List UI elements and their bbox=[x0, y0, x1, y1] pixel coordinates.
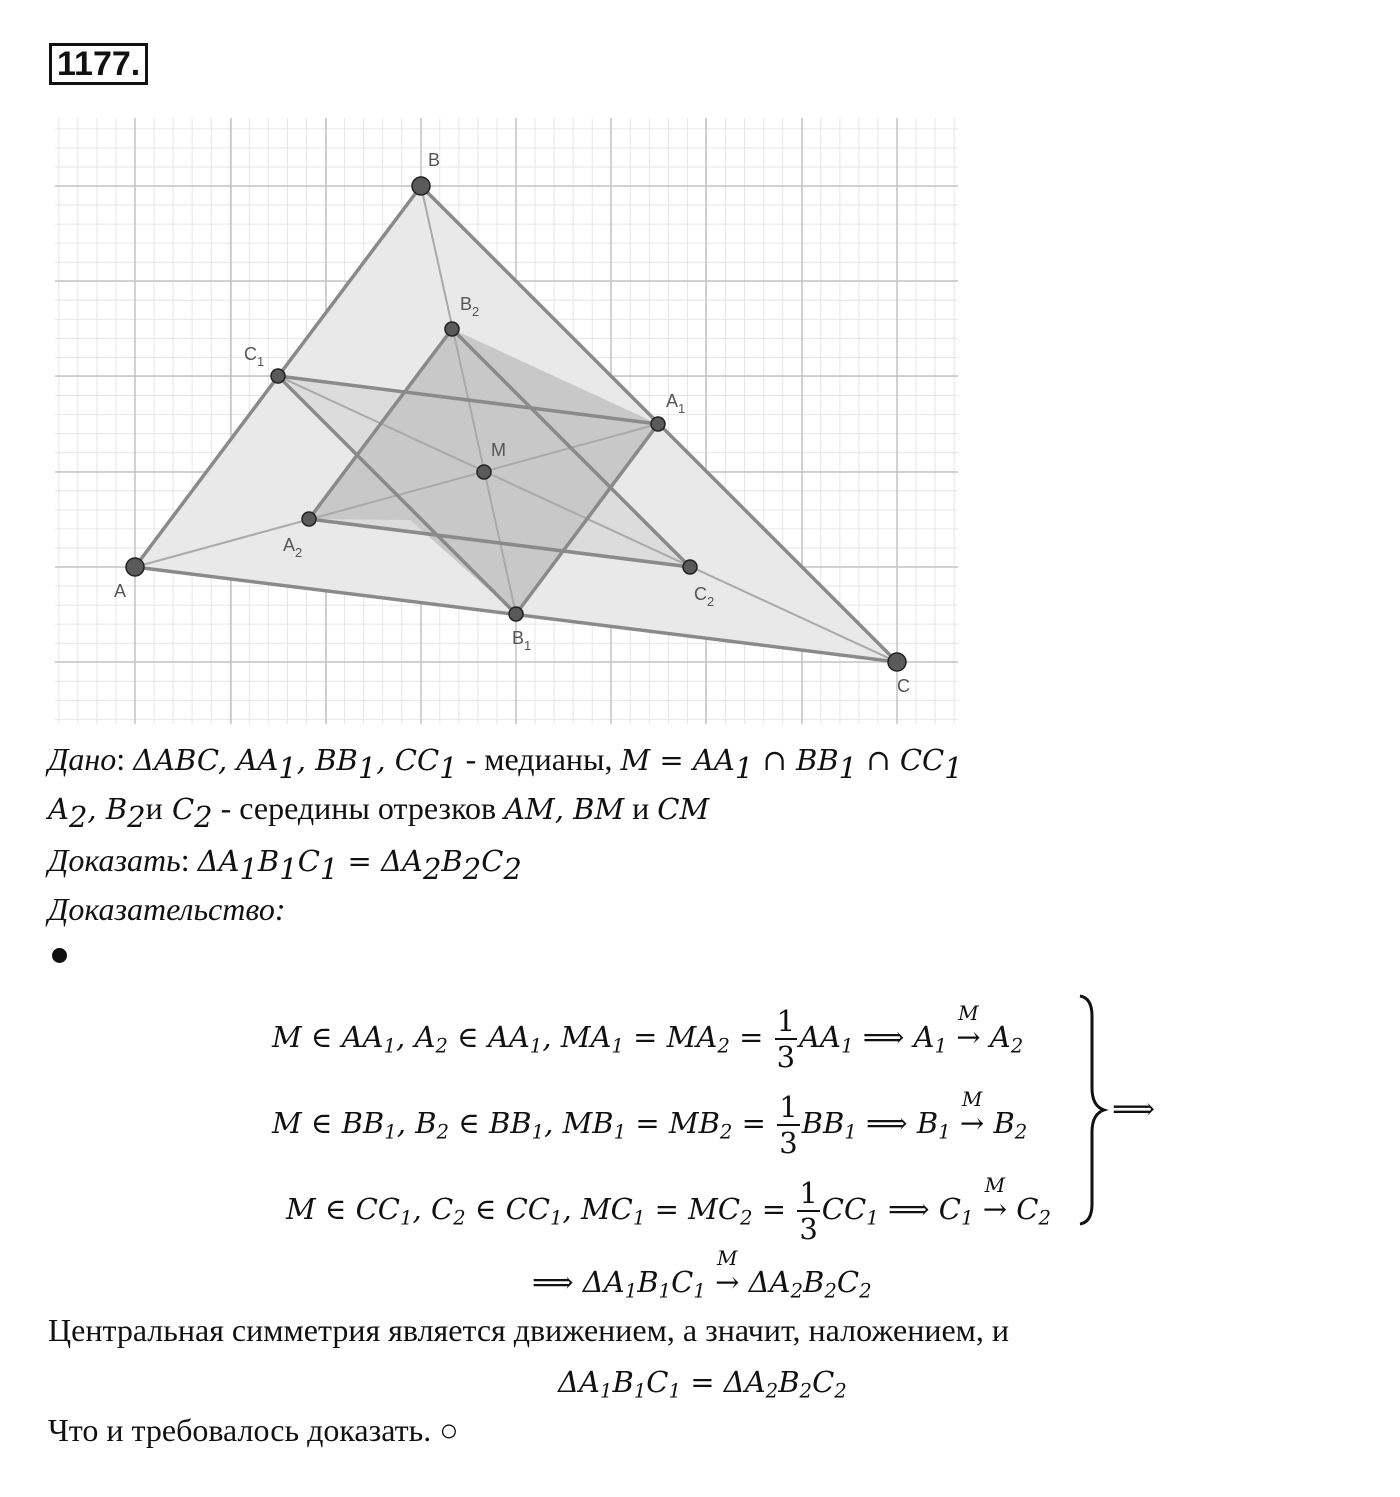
label-b2: $B_2$ bbox=[460, 294, 480, 319]
label-a1: $A_1$ bbox=[666, 391, 686, 416]
point-a bbox=[126, 558, 144, 576]
given-line: Дано: ΔABC, $AA_1$, $BB_1$, $CC_1$ - медианы, $M = AA_1$ ∩ $BB_1$ ∩ $CC_1$ bbox=[48, 741, 963, 786]
point-c bbox=[888, 653, 906, 671]
geometry-figure bbox=[0, 0, 1000, 740]
qed-text: Что и требовалось доказать. ○ bbox=[48, 1412, 459, 1448]
bullet bbox=[52, 948, 67, 963]
proof-label-line: Доказательство: bbox=[48, 891, 286, 927]
point-b bbox=[412, 177, 430, 195]
conclusion-row: ⟹ $\Delta A_1B_1C_1$ M → $\Delta A_2B_2C_2$ bbox=[532, 1246, 872, 1303]
point-c1 bbox=[271, 369, 285, 383]
proof-label: Доказательство bbox=[48, 891, 275, 927]
point-b2 bbox=[445, 322, 459, 336]
point-c2 bbox=[683, 560, 697, 574]
label-c: C bbox=[897, 676, 910, 696]
equation-row-3: M ∈ $CC_1$, $C_2$ ∈ $CC_1$, $MC_1 = MC_2$ = $\frac{1}{3}$ $CC_1$ ⟹ $C_1$ M → $C_2$ bbox=[286, 1173, 1051, 1246]
problem-number: 1177. bbox=[49, 43, 148, 85]
point-b1 bbox=[509, 607, 523, 621]
equation-row-1: M ∈ $AA_1$, $A_2$ ∈ $AA_1$, $MA_1 = MA_2$ = $\frac{1}{3}$ $AA_1$ ⟹ $A_1$ M → $A_2$ bbox=[272, 1001, 1024, 1074]
label-c2: $C_2$ bbox=[694, 584, 715, 609]
label-m: M bbox=[491, 440, 506, 460]
given-label: Дано bbox=[48, 741, 117, 777]
point-m bbox=[477, 465, 491, 479]
right-brace bbox=[1074, 992, 1114, 1228]
prove-line: Доказать: $\Delta A_1B_1C_1 = \Delta A_2B_2C_2$ bbox=[48, 842, 522, 887]
point-a2 bbox=[302, 512, 316, 526]
final-equation: $\Delta A_1B_1C_1 = \Delta A_2B_2C_2$ bbox=[558, 1365, 847, 1403]
equation-row-2: M ∈ $BB_1$, $B_2$ ∈ $BB_1$, $MB_1 = MB_2$ = $\frac{1}{3}$ $BB_1$ ⟹ $B_1$ M → $B_2$ bbox=[272, 1087, 1028, 1160]
implies-arrow: ⟹ bbox=[1112, 1092, 1156, 1127]
label-a2: $A_2$ bbox=[283, 535, 303, 560]
label-c1: $C_1$ bbox=[244, 344, 265, 369]
final-text: Центральная симметрия является движением, а значит, наложением, и bbox=[48, 1312, 1010, 1348]
label-b: B bbox=[428, 150, 441, 170]
label-b1: $B_1$ bbox=[512, 628, 532, 653]
given-line-2: $A_2$, $B_2и$ $C_2$ - середины отрезков AM, BM и CM bbox=[48, 790, 710, 835]
prove-label: Доказать bbox=[48, 842, 181, 878]
label-a: A bbox=[114, 581, 127, 601]
point-a1 bbox=[651, 417, 665, 431]
